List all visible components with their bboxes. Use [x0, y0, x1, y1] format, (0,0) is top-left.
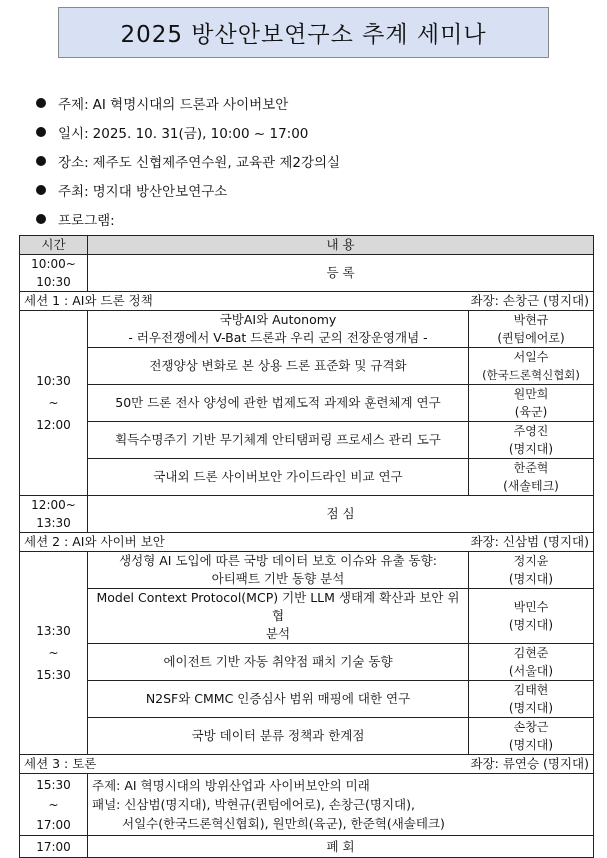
info-topic [36, 88, 340, 117]
registration-time [20, 255, 88, 292]
time-end: 12:00 [36, 418, 71, 432]
table-row [20, 718, 594, 755]
table-row [20, 644, 594, 681]
lunch-row [20, 496, 594, 533]
time-start: 10:30 [36, 374, 71, 388]
speaker: 박현규 (퀸텀에어로) [469, 311, 594, 348]
time-sep: ~ [48, 797, 59, 812]
info-label: 주제: [58, 96, 89, 113]
table-row [20, 459, 594, 496]
talk-title: N2SF와 CMMC 인증심사 범위 매핑에 대한 연구 [88, 681, 469, 718]
session2-title: 세션 2 : AI와 사이버 보안 [24, 534, 165, 549]
time-end: 15:30 [36, 668, 71, 682]
table-row [20, 552, 594, 589]
time-start: 12:00~ [31, 498, 76, 512]
info-value: 2025. 10. 31(금), 10:00 ~ 17:00 [92, 125, 309, 142]
speaker: 김태현 (명지대) [469, 681, 594, 718]
session2-time [20, 552, 88, 755]
table-row [20, 348, 594, 385]
time-sep: ~ [48, 646, 59, 660]
session3-time [20, 774, 88, 836]
session1-header [20, 292, 594, 311]
discussion-panel: 패널: 신삼범(명지대), 박현규(퀸텀에어로), 손창근(명지대), [92, 797, 415, 812]
talk-title: 에이전트 기반 자동 취약점 패치 기술 동향 [88, 644, 469, 681]
table-row [20, 311, 594, 348]
table-row [20, 422, 594, 459]
talk-title: 국내외 드론 사이버보안 가이드라인 비교 연구 [88, 459, 469, 496]
talk-title: 전쟁양상 변화로 본 상용 드론 표준화 및 규격화 [88, 348, 469, 385]
seminar-info [36, 88, 340, 234]
talk-title: 50만 드론 전사 양성에 관한 법제도적 과제와 훈련체계 연구 [88, 385, 469, 422]
time-end: 17:00 [36, 817, 71, 832]
session3-chair: 좌장: 류연승 (명지대) [470, 756, 589, 771]
session1-title: 세션 1 : AI와 드론 정책 [24, 293, 153, 308]
speaker: 김현준 (서울대) [469, 644, 594, 681]
info-venue [36, 146, 340, 175]
lunch-time [20, 496, 88, 533]
time-start: 15:30 [36, 777, 71, 792]
closing-time: 17:00 [20, 836, 88, 858]
table-row [20, 589, 594, 644]
registration-label: 등 록 [88, 255, 594, 292]
table-row [20, 681, 594, 718]
session3-title: 세션 3 : 토론 [24, 756, 97, 771]
header-content: 내 용 [88, 236, 594, 255]
table-row [20, 385, 594, 422]
discussion-panel-cont: 서일수(한국드론혁신협회), 원만희(육군), 한준혁(새솔테크) [122, 816, 445, 831]
closing-label: 폐 회 [88, 836, 594, 858]
bullet-icon [36, 156, 46, 166]
time-start: 10:00~ [31, 257, 76, 271]
discussion-row [20, 774, 594, 836]
closing-row [20, 836, 594, 858]
info-label: 장소: [58, 154, 89, 171]
speaker: 정지윤 (명지대) [469, 552, 594, 589]
program-table [19, 235, 594, 858]
bullet-icon [36, 214, 46, 224]
speaker: 박민수 (명지대) [469, 589, 594, 644]
bullet-icon [36, 185, 46, 195]
session2-header [20, 533, 594, 552]
talk-title: 국방AI와 Autonomy - 러우전쟁에서 V-Bat 드론과 우리 군의 전장운영개념 - [88, 311, 469, 348]
info-value: AI 혁명시대의 드론과 사이버보안 [92, 96, 289, 113]
info-date [36, 117, 340, 146]
speaker: 손창근 (명지대) [469, 718, 594, 755]
info-label: 프로그램: [58, 213, 115, 230]
bullet-icon [36, 98, 46, 108]
speaker: 원만희 (육군) [469, 385, 594, 422]
speaker: 서일수 (한국드론혁신협회) [469, 348, 594, 385]
time-end: 13:30 [36, 516, 71, 530]
talk-title: 생성형 AI 도입에 따른 국방 데이터 보호 이슈와 유출 동향: 아티팩트 기반 동향 분석 [88, 552, 469, 589]
speaker: 한준혁 (새솔테크) [469, 459, 594, 496]
lunch-label: 점 심 [88, 496, 594, 533]
info-program [36, 205, 340, 234]
page-title: 2025 방산안보연구소 추계 세미나 [58, 7, 549, 58]
info-value: 제주도 신협제주연수원, 교육관 제2강의실 [92, 154, 341, 171]
info-value: 명지대 방산안보연구소 [92, 184, 228, 201]
session1-chair: 좌장: 손창근 (명지대) [470, 293, 589, 308]
info-label: 일시: [58, 125, 89, 142]
bullet-icon [36, 127, 46, 137]
info-host [36, 176, 340, 205]
info-label: 주최: [58, 184, 89, 201]
talk-title: 국방 데이터 분류 정책과 한계점 [88, 718, 469, 755]
talk-title: 획득수명주기 기반 무기체계 안티탬퍼링 프로세스 관리 도구 [88, 422, 469, 459]
discussion-topic: 주제: AI 혁명시대의 방위산업과 사이버보안의 미래 [92, 778, 370, 793]
header-time: 시간 [20, 236, 88, 255]
session1-time [20, 311, 88, 496]
speaker: 주영진 (명지대) [469, 422, 594, 459]
time-sep: ~ [48, 396, 59, 410]
table-header-row [20, 236, 594, 255]
session2-chair: 좌장: 신삼범 (명지대) [470, 534, 589, 549]
session3-header [20, 755, 594, 774]
time-end: 10:30 [36, 275, 71, 289]
talk-title: Model Context Protocol(MCP) 기반 LLM 생태계 확산과 보안 위협 분석 [88, 589, 469, 644]
discussion-details [88, 774, 594, 836]
time-start: 13:30 [36, 624, 71, 638]
registration-row [20, 255, 594, 292]
